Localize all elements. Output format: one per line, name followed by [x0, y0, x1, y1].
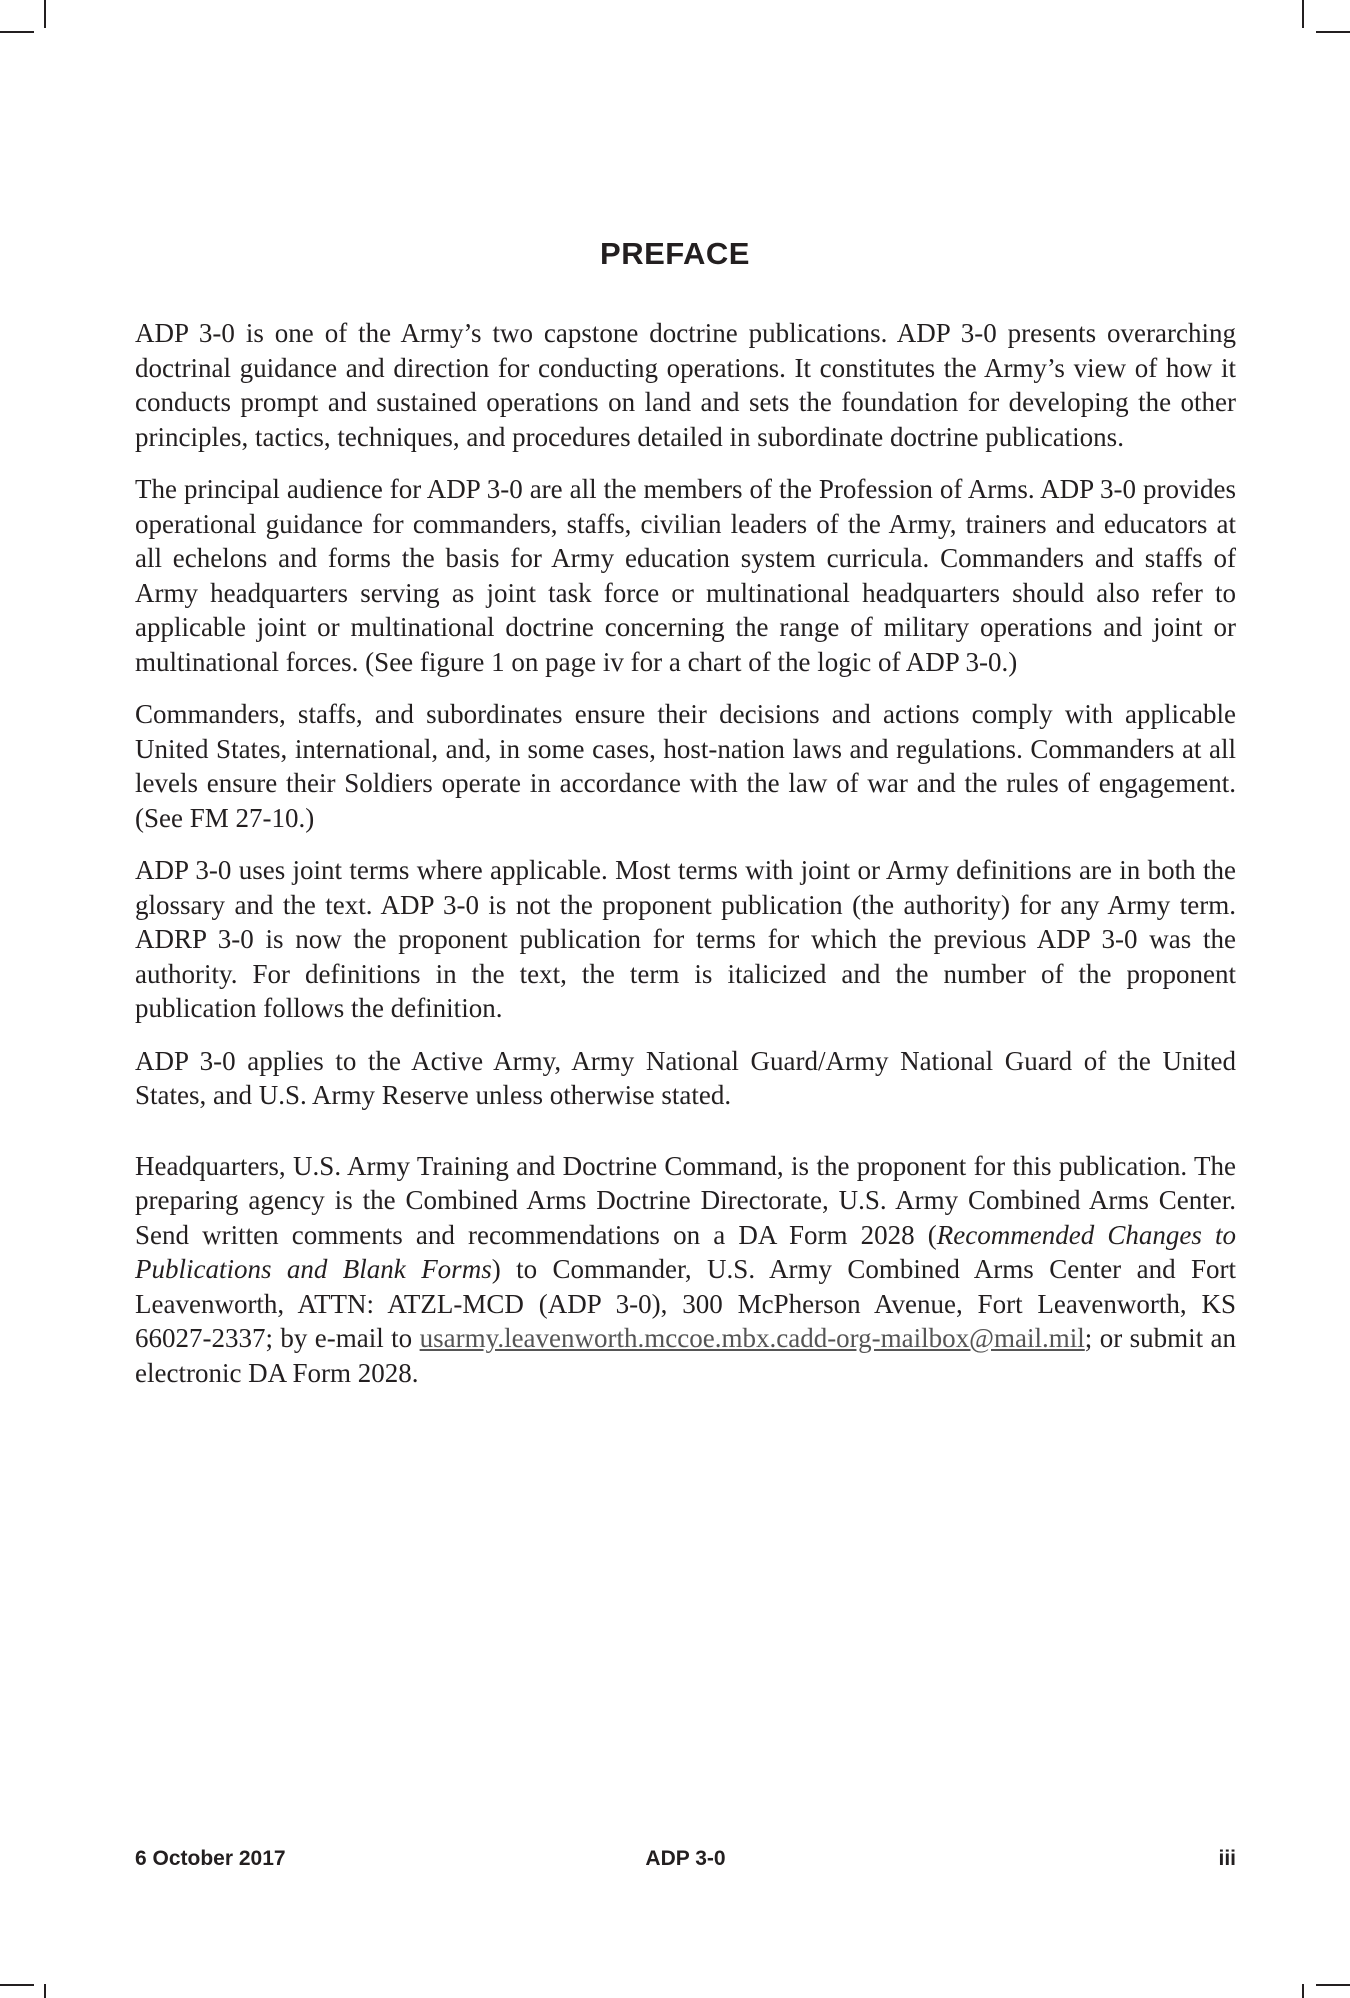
proponent-text-part2: ) to Commander, U.S. Army Combined Arms Center and Fort Leavenworth, ATTN: ATZL-MCD (ADP 3-0), 300 McPherson Avenue, Fort Leavenworth, KS 66027-2337; by e-mail to — [135, 1254, 1236, 1353]
crop-mark-top-left-vertical — [44, 0, 46, 28]
email-link[interactable]: usarmy.leavenworth.mccoe.mbx.cadd-org-mailbox@mail.mil — [419, 1323, 1085, 1353]
footer-publication: ADP 3-0 — [645, 1847, 726, 1870]
crop-mark-bottom-left-vertical — [44, 1984, 46, 1998]
proponent-text-part1: Headquarters, U.S. Army Training and Doctrine Command, is the proponent for this publication. The preparing agency is the Combined Arms Doctrine Directorate, U.S. Army Combined Arms Center. Send written comments and recommendations on a DA Form 2028 ( — [135, 1150, 1236, 1250]
paragraph-terms: ADP 3-0 uses joint terms where applicable. Most terms with joint or Army definitions are in both the glossary and the text. ADP 3-0 is not the proponent publication (the authority) for any Army term. ADRP 3-0 is now the proponent publication for terms for which the previous ADP 3-0 was the authority. For definitions in the text, the term is italicized and the number of the proponent publication follows the definition. — [135, 855, 1236, 1023]
page-footer — [135, 1847, 1236, 1877]
crop-mark-bottom-left-horizontal — [0, 1984, 34, 1986]
crop-mark-top-right-vertical — [1302, 0, 1304, 28]
crop-mark-top-right-horizontal — [1316, 31, 1350, 33]
proponent-text-part3: ; or submit an electronic DA Form 2028. — [135, 1323, 1236, 1388]
crop-mark-bottom-right-vertical — [1302, 1984, 1304, 1998]
footer-page-number: iii — [1218, 1847, 1236, 1870]
paragraph-proponent — [135, 1149, 1236, 1391]
crop-mark-bottom-right-horizontal — [1316, 1984, 1350, 1986]
crop-mark-top-left-horizontal — [0, 31, 34, 33]
form-title: Recommended Changes to Publications and Blank Forms — [135, 1219, 1236, 1284]
preface-body — [135, 316, 1236, 1408]
paragraph-audience: The principal audience for ADP 3-0 are all the members of the Profession of Arms. ADP 3-0 provides operational guidance for commanders, staffs, civilian leaders of the Army, trainers and educators at all echelons and forms the basis for Army education system curricula. Commanders and staffs of Army headquarters serving as joint task force or multinational headquarters should also refer to applicable joint or multinational doctrine concerning the range of military operations and joint or multinational forces. (See figure 1 on page iv for a chart of the logic of ADP 3-0.) — [135, 474, 1236, 677]
page-title: PREFACE — [600, 236, 750, 271]
paragraph-capstone: ADP 3-0 is one of the Army’s two capstone doctrine publications. ADP 3-0 presents overarching doctrinal guidance and direction for conducting operations. It constitutes the Army’s view of how it conducts prompt and sustained operations on land and sets the foundation for developing the other principles, tactics, techniques, and procedures detailed in subordinate doctrine publications. — [135, 318, 1236, 452]
footer-date: 6 October 2017 — [135, 1847, 286, 1870]
paragraph-applicability: ADP 3-0 applies to the Active Army, Army National Guard/Army National Guard of the United States, and U.S. Army Reserve unless otherwise stated. — [135, 1045, 1236, 1110]
paragraph-legal-compliance: Commanders, staffs, and subordinates ensure their decisions and actions comply with applicable United States, international, and, in some cases, host-nation laws and regulations. Commanders at all levels ensure their Soldiers operate in accordance with the law of war and the rules of engagement. (See FM 27-10.) — [135, 699, 1236, 833]
